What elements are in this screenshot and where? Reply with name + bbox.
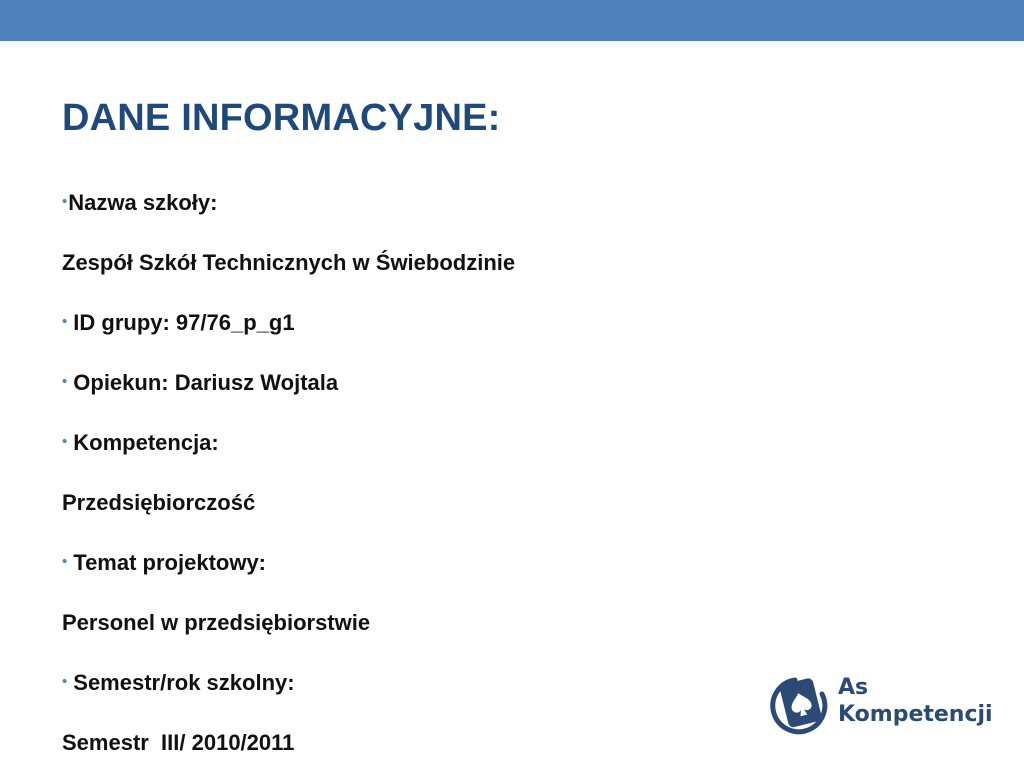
- bullet-icon: •: [62, 313, 68, 331]
- as-kompetencji-logo: [768, 666, 998, 746]
- bullet-icon: •: [62, 553, 68, 571]
- line-text: Semestr/rok szkolny:: [73, 670, 295, 695]
- list-item-supervisor: [62, 366, 782, 426]
- line-text: ID grupy: 97/76_p_g1: [73, 310, 295, 335]
- list-item-topic-label: [62, 546, 782, 606]
- bullet-icon: •: [62, 373, 68, 391]
- spade-card-icon: [768, 668, 832, 740]
- line-text: Przedsiębiorczość: [62, 490, 256, 515]
- line-text: Zespół Szkół Technicznych w Świebodzinie: [62, 250, 516, 275]
- list-item-group-id: [62, 306, 782, 366]
- top-accent-bar: [0, 0, 1024, 41]
- line-text: Nazwa szkoły:: [68, 190, 218, 215]
- line-text: Opiekun: Dariusz Wojtala: [73, 370, 339, 395]
- list-item-topic-value: [62, 606, 782, 666]
- list-item-school-name: [62, 246, 782, 306]
- logo-text: [838, 674, 993, 728]
- line-text: Semestr III/ 2010/2011: [62, 730, 295, 755]
- slide-title: DANE INFORMACYJNE:: [62, 97, 501, 139]
- list-item-school-label: [62, 186, 782, 246]
- list-item-competence-value: [62, 486, 782, 546]
- line-text: Temat projektowy:: [73, 550, 267, 575]
- line-text: Kompetencja:: [73, 430, 219, 455]
- logo-line-1: As: [838, 675, 869, 700]
- list-item-semester-value: [62, 726, 782, 768]
- bullet-icon: •: [62, 673, 68, 691]
- list-item-semester-label: [62, 666, 782, 726]
- logo-line-2: Kompetencji: [838, 702, 993, 727]
- bullet-icon: •: [62, 193, 68, 211]
- line-text: Personel w przedsiębiorstwie: [62, 610, 371, 635]
- slide-content: [62, 186, 782, 768]
- bullet-icon: •: [62, 433, 68, 451]
- list-item-competence-label: [62, 426, 782, 486]
